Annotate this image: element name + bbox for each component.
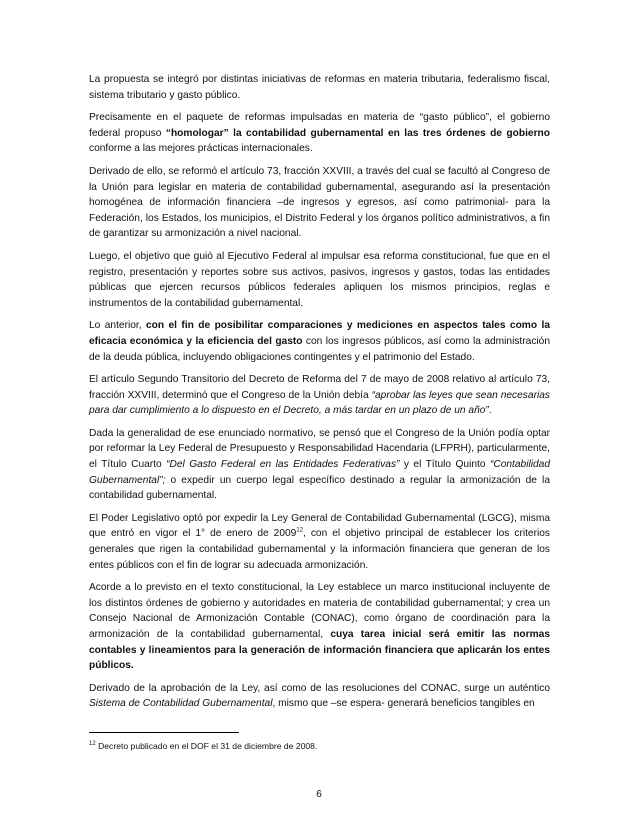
paragraph (89, 372, 550, 419)
text-run: , con el objetivo principal de establecer los criterios generales que rigen la contabilidad gubernamental y la información financiera que generan de los entes públicos con el fin de lograr su adecuada armonización. (89, 528, 551, 571)
text-run: con los ingresos públicos, así como la administración de la deuda pública, incluyendo obligaciones contingentes y el patrimonio del Estado. (89, 335, 551, 363)
text-run: , mismo que –se espera- generará beneficios tangibles en (272, 698, 535, 710)
text-run: con el fin de posibilitar comparaciones y mediciones en aspectos tales como la eficacia económica y la eficiencia del gasto (89, 320, 550, 347)
text-run: “aprobar las leyes que sean necesarias para dar cumplimiento a lo dispuesto en el Decreto, a más tardar en un plazo de un año” (89, 389, 550, 417)
page-number: 6 (316, 789, 322, 800)
text-run: “homologar” la contabilidad gubernamental en las tres órdenes de gobierno (165, 127, 550, 139)
footnote-divider (89, 732, 239, 733)
text-run: o expedir un cuerpo legal específico destinado a regular la armonización de la contabilidad gubernamental. (89, 474, 550, 502)
text-run: Luego, el objetivo que guió al Ejecutivo Federal al impulsar esa reforma constitucional, fue que en el registro, presentación y reportes sobre sus activos, pasivos, ingresos y gastos, todas las entidades públicas que ejercen recursos públicos federales apliquen los mismos principios, reglas e instrumentos de la contabilidad gubernamental. (89, 250, 550, 309)
text-run: Sistema de Contabilidad Gubernamental (89, 698, 273, 710)
footnote-number: 12 (89, 741, 96, 748)
body-text (89, 72, 550, 719)
text-run: Lo anterior, (89, 320, 146, 332)
text-run: Precisamente en el paquete de reformas impulsadas en materia de “gasto público”, el gobierno federal propuso (89, 112, 550, 139)
text-run: Derivado de la aprobación de la Ley, así como de las resoluciones del CONAC, surge un auténtico (89, 682, 550, 694)
paragraph (89, 426, 550, 504)
paragraph (89, 110, 550, 157)
text-run: El Poder Legislativo optó por expedir la Ley General de Contabilidad Gubernamental (LGCG), misma que entró en vigor el 1° de enero de 2009 (89, 512, 550, 540)
text-run: conforme a las mejores prácticas internacionales. (89, 143, 313, 155)
text-run: cuya tarea inicial será emitir las normas contables y lineamientos para la generación de información financiera que aplicarán los entes públicos. (89, 629, 551, 672)
paragraph (89, 72, 550, 103)
paragraph (89, 580, 550, 674)
text-run: “Del Gasto Federal en las Entidades Federativas” (166, 459, 400, 471)
paragraph (89, 318, 550, 365)
paragraph (89, 249, 550, 311)
text-run: . (488, 405, 492, 417)
text-run: y el Título Quinto (399, 459, 490, 471)
footnote-reference: 12 (296, 528, 304, 535)
paragraph (89, 164, 550, 242)
text-run: El artículo Segundo Transitorio del Decreto de Reforma del 7 de mayo de 2008 relativo al artículo 73, fracción XXVIII, determinó que el Congreso de la Unión debía (89, 374, 550, 401)
paragraph (89, 681, 550, 712)
text-run: Acorde a lo previsto en el texto constitucional, la Ley establece un marco institucional incluyente de los distintos órdenes de gobierno y autoridades en materia de contabilidad gubernamental; y crea un Consejo Nacional de Armonización Contable (CONAC), como órgano de coordinación para la armonización de la contabilidad gubernamental, (89, 582, 550, 640)
paragraph (89, 511, 550, 573)
text-run: Derivado de ello, se reformó el artículo 73, fracción XXVIII, a través del cual se facultó al Congreso de la Unión para legislar en materia de contabilidad gubernamental, asegurando así la presentación homogénea de información financiera –de ingresos y egresos, así como patrimonial- para la Federación, los Estados, los municipios, el Distrito Federal y los órganos político administrativos, a fin de garantizar su armonización a nivel nacional. (89, 165, 550, 240)
text-run: Dada la generalidad de ese enunciado normativo, se pensó que el Congreso de la Unión podía optar por reformar la Ley Federal de Presupuesto y Responsabilidad Hacendaria (LFPRH), particularmente, el Título Cuarto (89, 427, 550, 471)
footnote (89, 740, 550, 752)
text-run: La propuesta se integró por distintas iniciativas de reformas en materia tributaria, federalismo fiscal, sistema tributario y gasto público. (89, 74, 550, 101)
text-run: “Contabilidad Gubernamental”; (89, 459, 550, 486)
footnote-text: Decreto publicado en el DOF el 31 de diciembre de 2008. (95, 741, 318, 751)
